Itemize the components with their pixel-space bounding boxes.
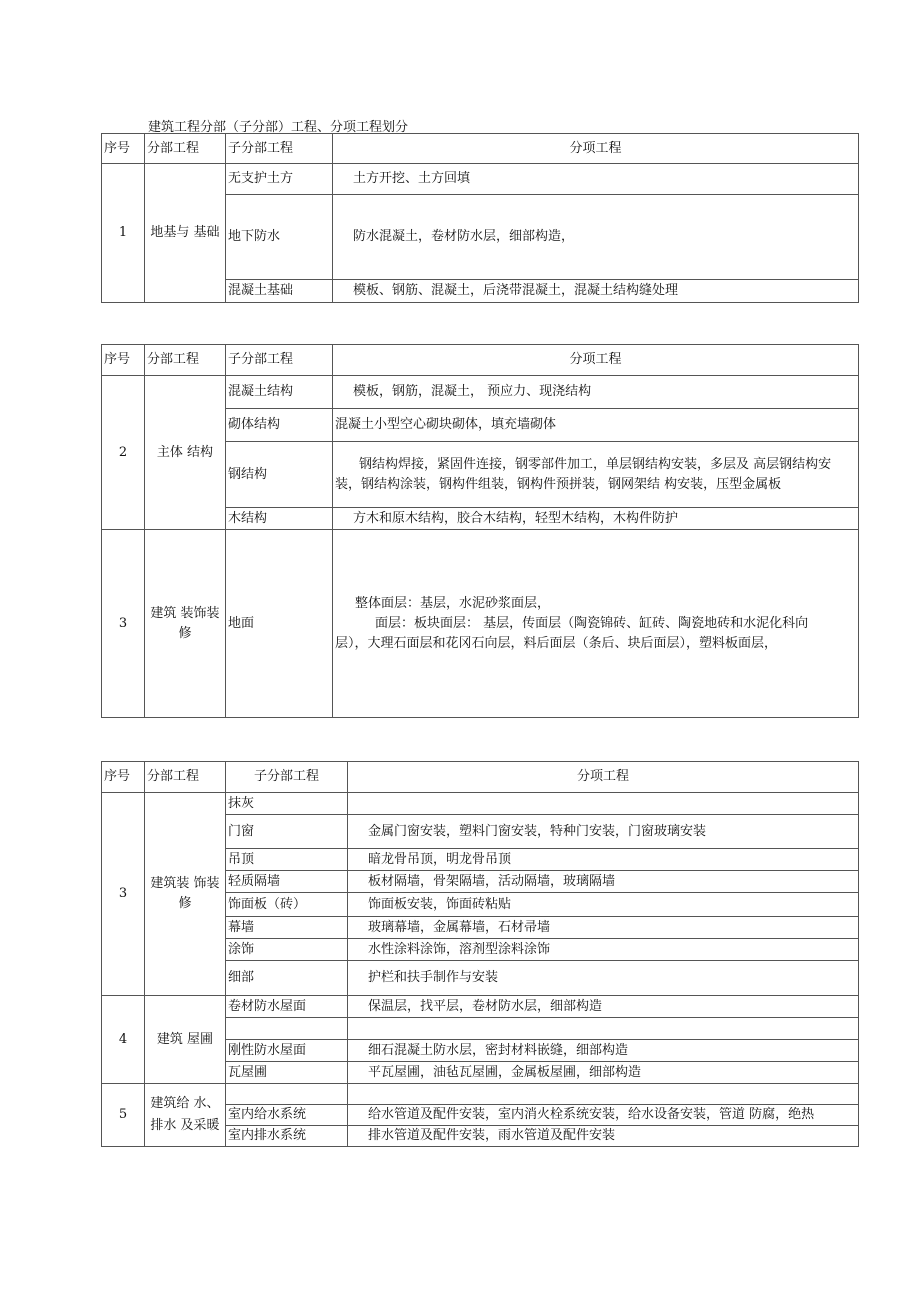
row-number: 3 — [102, 530, 145, 718]
subdivision-name: 涂饰 — [226, 939, 348, 961]
division-name: 地基与 基础 — [145, 164, 226, 303]
item-text: 钢结构焊接，紧固件连接，钢零部件加工，单层钢结构安装，多层及 高层钢结构安装，钢结构涂装，钢构件组装，钢构件预拼装，钢网架结 构安装，压型金属板 — [333, 442, 859, 508]
subdivision-name: 饰面板（砖） — [226, 893, 348, 917]
document-title: 建筑工程分部（子分部）工程、分项工程划分 — [148, 120, 409, 135]
item-text: 金属门窗安装，塑料门窗安装，特种门安装，门窗玻璃安装 — [348, 815, 859, 849]
row-number: 5 — [102, 1084, 145, 1147]
header-item: 分项工程 — [348, 762, 859, 793]
subdivision-name: 砌体结构 — [226, 409, 333, 442]
subdivision-gap — [226, 1084, 348, 1105]
subdivision-name: 幕墙 — [226, 917, 348, 939]
item-text — [348, 793, 859, 815]
division-name: 建筑给 水、排水 及采暖 — [145, 1084, 226, 1147]
subdivision-name: 室内排水系统 — [226, 1126, 348, 1147]
item-text: 防水混凝土，卷材防水层，细部构造， — [333, 195, 859, 280]
table-structure — [101, 344, 859, 718]
division-name: 建筑 装饰装修 — [145, 530, 226, 718]
item-text: 暗龙骨吊顶，明龙骨吊顶 — [348, 849, 859, 871]
item-text: 混凝土小型空心砌块砌体，填充墙砌体 — [333, 409, 859, 442]
item-text: 模板，钢筋，混凝土， 预应力、现浇结构 — [333, 376, 859, 409]
subdivision-name: 吊顶 — [226, 849, 348, 871]
row-number: 3 — [102, 793, 145, 996]
item-line: 面层：板块面层： 基层，传面层（陶瓷锦砖、缸砖、陶瓷地砖和水泥化科向层），大理石面层和花冈石向层，料后面层（条后、块后面层），塑料板面层， — [335, 615, 809, 651]
item-text: 水性涂料涂饰，溶剂型涂料涂饰 — [348, 939, 859, 961]
header-division: 分部工程 — [145, 762, 226, 793]
division-name: 建筑装 饰装修 — [145, 793, 226, 996]
subdivision-name: 地下防水 — [226, 195, 333, 280]
subdivision-name: 无支护土方 — [226, 164, 333, 195]
subdivision-name: 钢结构 — [226, 442, 333, 508]
item-text: 排水管道及配件安装，雨水管道及配件安装 — [348, 1126, 859, 1147]
header-division: 分部工程 — [145, 134, 226, 164]
subdivision-name: 抹灰 — [226, 793, 348, 815]
header-subdivision: 子分部工程 — [226, 345, 333, 376]
table-foundation — [101, 133, 859, 303]
subdivision-name: 刚性防水屋面 — [226, 1040, 348, 1062]
header-item: 分项工程 — [333, 134, 859, 164]
item-text: 给水管道及配件安装，室内消火栓系统安装，给水设备安装，管道 防腐，绝热 — [348, 1105, 859, 1126]
subdivision-name: 卷材防水屋面 — [226, 996, 348, 1018]
subdivision-name: 混凝土结构 — [226, 376, 333, 409]
item-gap — [348, 1084, 859, 1105]
table-decoration-roof-plumbing — [101, 761, 859, 1147]
header-subdivision: 子分部工程 — [226, 134, 333, 164]
row-number: 4 — [102, 996, 145, 1084]
item-text: 方木和原木结构，胶合木结构，轻型木结构，木构件防护 — [333, 508, 859, 530]
row-number: 2 — [102, 376, 145, 530]
item-text: 护栏和扶手制作与安装 — [348, 961, 859, 996]
subdivision-name: 轻质隔墙 — [226, 871, 348, 893]
item-text: 土方开挖、土方回填 — [333, 164, 859, 195]
header-no: 序号 — [102, 134, 145, 164]
header-no: 序号 — [102, 762, 145, 793]
item-text: 平瓦屋圃，油毡瓦屋圃，金属板屋圃，细部构造 — [348, 1062, 859, 1084]
item-text — [333, 530, 859, 718]
item-text: 板材隔墙，骨架隔墙，活动隔墙，玻璃隔墙 — [348, 871, 859, 893]
header-item: 分项工程 — [333, 345, 859, 376]
item-text: 模板、钢筋、混凝土，后浇带混凝土，混凝土结构缝处理 — [333, 280, 859, 303]
subdivision-name: 细部 — [226, 961, 348, 996]
subdivision-name — [226, 1018, 348, 1040]
item-text: 细石混凝土防水层，密封材料嵌缝，细部构造 — [348, 1040, 859, 1062]
division-name: 主体 结构 — [145, 376, 226, 530]
header-division: 分部工程 — [145, 345, 226, 376]
item-line: 整体面层：基层，水泥砂浆面层， — [355, 595, 551, 611]
item-text: 玻璃幕墙，金属幕墙，石材帚墙 — [348, 917, 859, 939]
header-subdivision: 子分部工程 — [226, 762, 348, 793]
row-number: 1 — [102, 164, 145, 303]
division-name: 建筑 屋圃 — [145, 996, 226, 1084]
subdivision-name: 室内给水系统 — [226, 1105, 348, 1126]
header-no: 序号 — [102, 345, 145, 376]
item-text: 饰面板安装，饰面砖粘贴 — [348, 893, 859, 917]
subdivision-name: 木结构 — [226, 508, 333, 530]
item-text — [348, 1018, 859, 1040]
subdivision-name: 地面 — [226, 530, 333, 718]
subdivision-name: 门窗 — [226, 815, 348, 849]
subdivision-name: 瓦屋圃 — [226, 1062, 348, 1084]
item-text: 保温层，找平层，卷材防水层，细部构造 — [348, 996, 859, 1018]
subdivision-name: 混凝土基础 — [226, 280, 333, 303]
